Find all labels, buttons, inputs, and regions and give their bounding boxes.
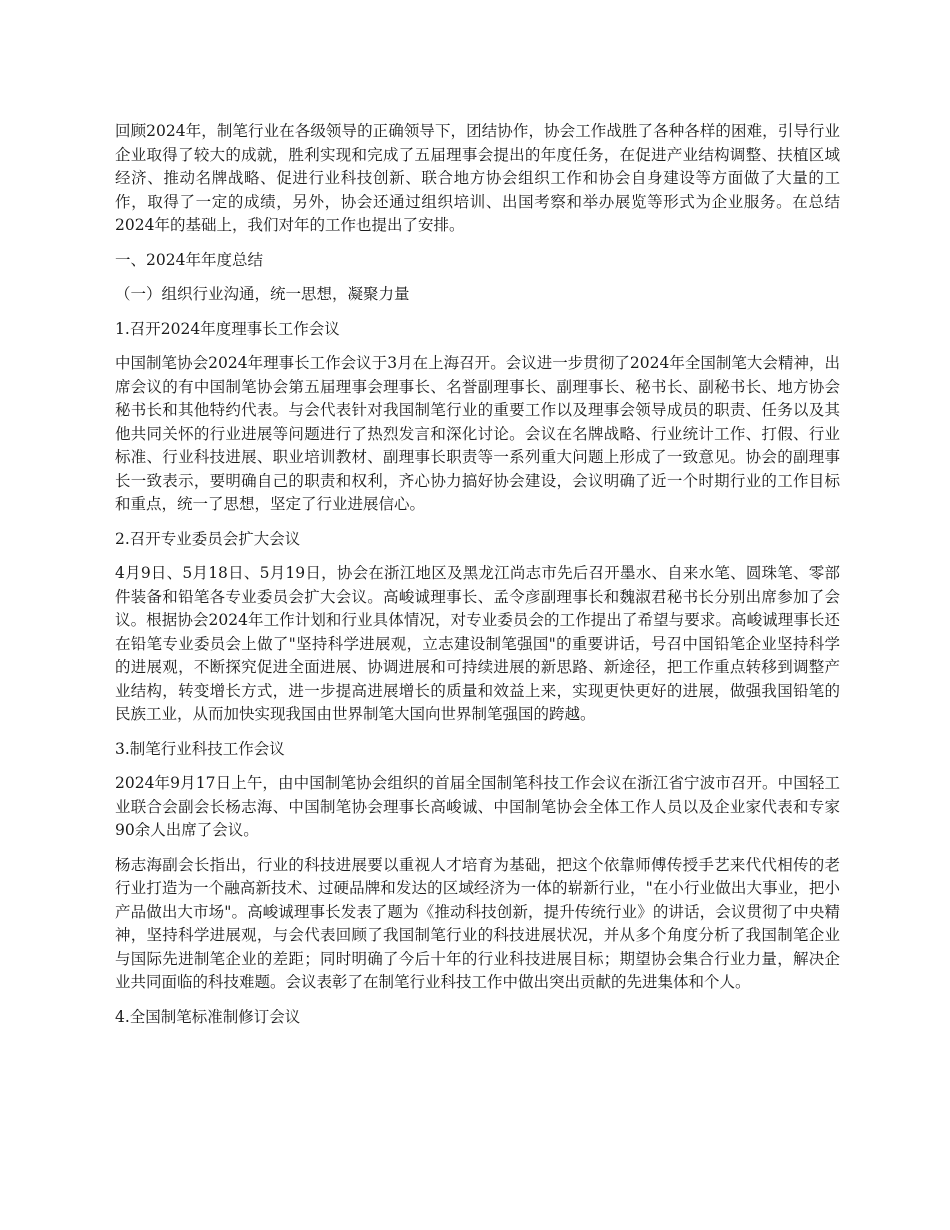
tech-meeting-speech-paragraph: 杨志海副会长指出，行业的科技进展要以重视人才培育为基础，把这个依靠师傅传授手艺来代代相传的老行业打造为一个融高新技术、过硬品牌和发达的区域经济为一体的崭新行业，"在小行业做出大事业，把小产品做出大市场"。高峻诚理事长发表了题为《推动科技创新，提升传统行业》的讲话，会议贯彻了中央精神，坚持科学进展观，与会代表回顾了我国制笔行业的科技进展状况，并从多个角度分析了我国制笔企业与国际先进制笔企业的差距；同时明确了今后十年的行业科技进展目标；期望协会集合行业力量，解决企业共同面临的科技难题。会议表彰了在制笔行业科技工作中做出突出贡献的先进集体和个人。 <box>115 855 840 991</box>
committee-meeting-paragraph: 4月9日、5月18日、5月19日，协会在浙江地区及黑龙江尚志市先后召开墨水、自来水笔、圆珠笔、零部件装备和铅笔各专业委员会扩大会议。高峻诚理事长、孟令彦副理事长和魏淑君秘书长分别出席参加了会议。根据协会2024年工作计划和行业具体情况，对专业委员会的工作提出了希望与要求。高峻诚理事长还在铅笔专业委员会上做了"坚持科学进展观，立志建设制笔强国"的重要讲话，号召中国铅笔企业坚持科学的进展观，不断探究促进全面进展、协调进展和可持续进展的新思路、新途径，把工作重点转移到调整产业结构，转变增长方式，进一步提高进展增长的质量和效益上来，实现更快更好的进展，做强我国铅笔的民族工业，从而加快实现我国由世界制笔大国向世界制笔强国的跨越。 <box>115 564 840 723</box>
item-heading-standards-meeting: 4.全国制笔标准制修订会议 <box>115 1007 301 1026</box>
item-heading-chairman-meeting: 1.召开2024年度理事长工作会议 <box>115 319 340 338</box>
tech-meeting-paragraph: 2024年9月17日上午，由中国制笔协会组织的首届全国制笔科技工作会议在浙江省宁波市召开。中国轻工业联合会副会长杨志海、中国制笔协会理事长高峻诚、中国制笔协会全体工作人员以及企业家代表和专家90余人出席了会议。 <box>115 774 840 839</box>
chairman-meeting-paragraph: 中国制笔协会2024年理事长工作会议于3月在上海召开。会议进一步贯彻了2024年全国制笔大会精神，出席会议的有中国制笔协会第五届理事会理事长、名誉副理事长、副理事长、秘书长、副秘书长、地方协会秘书长和其他特约代表。与会代表针对我国制笔行业的重要工作以及理事会领导成员的职责、任务以及其他共同关怀的行业进展等问题进行了热烈发言和深化讨论。会议在名牌战略、行业统计工作、打假、行业标准、行业科技进展、职业培训教材、副理事长职责等一系列重大问题上形成了一致意见。协会的副理事长一致表示，要明确自己的职责和权利，齐心协力搞好协会建设，会议明确了近一个时期行业的工作目标和重点，统一了思想，坚定了行业进展信心。 <box>115 354 840 513</box>
subsection-heading-communication: （一）组织行业沟通，统一思想，凝聚力量 <box>115 285 410 303</box>
item-heading-tech-meeting: 3.制笔行业科技工作会议 <box>115 739 285 758</box>
item-heading-committee-meeting: 2.召开专业委员会扩大会议 <box>115 529 301 548</box>
section-heading-annual-summary: 一、2024年年度总结 <box>115 250 263 269</box>
document-body <box>115 120 840 1040</box>
intro-paragraph: 回顾2024年，制笔行业在各级领导的正确领导下，团结协作，协会工作战胜了各种各样的困难，引导行业企业取得了较大的成就，胜利实现和完成了五届理事会提出的年度任务，在促进产业结构调整、扶植区域经济、推动名牌战略、促进行业科技创新、联合地方协会组织工作和协会自身建设等方面做了大量的工作，取得了一定的成绩，另外，协会还通过组织培训、出国考察和举办展览等形式为企业服务。在总结2024年的基础上，我们对年的工作也提出了安排。 <box>115 122 840 234</box>
